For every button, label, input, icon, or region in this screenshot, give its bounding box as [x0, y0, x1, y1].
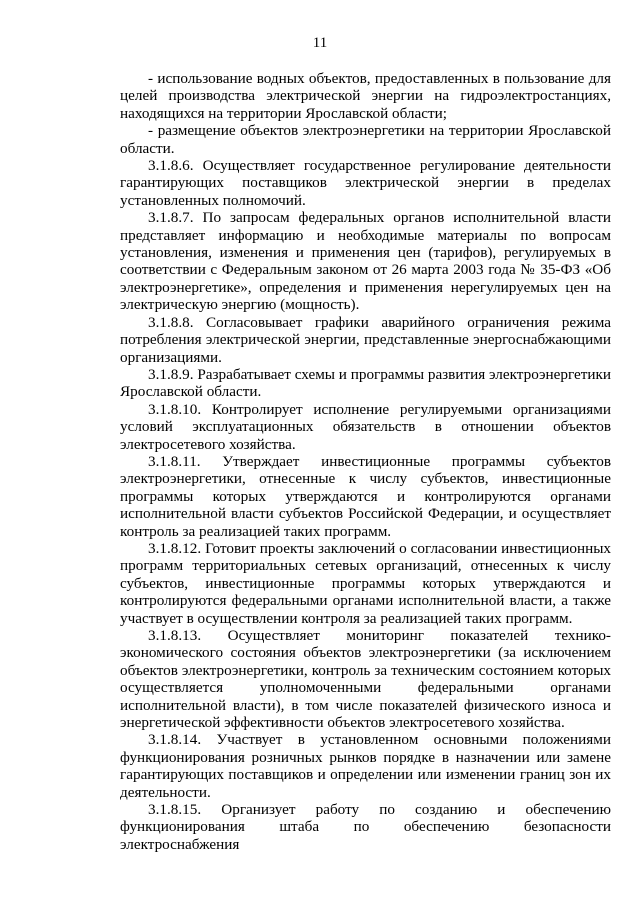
paragraph-3-1-8-7: 3.1.8.7. По запросам федеральных органов исполнительной власти представляет информацию и необходимые материалы по вопросам установления, изменения и применения цен (тарифов), регулируемых в соответствии с Федеральным законом от 26 марта 2003 года № 35-ФЗ «Об электроэнергетике», определения и применения нерегулируемых цен на электрическую энергию (мощность).	[120, 209, 611, 314]
paragraph-3-1-8-6: 3.1.8.6. Осуществляет государственное регулирование деятельности гарантирующих поставщиков электрической энергии в пределах установленных полномочий.	[120, 157, 611, 209]
paragraph-3-1-8-8: 3.1.8.8. Согласовывает графики аварийного ограничения режима потребления электрической энергии, представленные энергоснабжающими организациями.	[120, 313, 611, 366]
paragraph-3-1-8-12: 3.1.8.12. Готовит проекты заключений о согласовании инвестиционных программ территориальных сетевых организаций, отнесенных к числу субъектов, инвестиционные программы которых утверждаются и контролируются федеральными органами исполнительной власти, а также участвует в осуществлении контроля за реализацией таких программ.	[120, 539, 611, 627]
paragraph-placement: - размещение объектов электроэнергетики на территории Ярославской области.	[120, 122, 611, 157]
paragraph-3-1-8-13: 3.1.8.13. Осуществляет мониторинг показателей технико-экономического состояния объектов электроэнергетики (за исключением объектов электроэнергетики, контроль за техническим состоянием которых осуществляется уполномоченными федеральными органами исполнительной власти), в том числе показателей физического износа и энергетической эффективности объектов электросетевого хозяйства.	[120, 627, 611, 732]
paragraph-3-1-8-10: 3.1.8.10. Контролирует исполнение регулируемыми организациями условий эксплуатационных обязательств в отношении объектов электросетевого хозяйства.	[120, 400, 611, 453]
paragraph-water-use: - использование водных объектов, предоставленных в пользование для целей производства электрической энергии на гидроэлектростанциях, находящихся на территории Ярославской области;	[120, 70, 611, 122]
paragraph-3-1-8-11: 3.1.8.11. Утверждает инвестиционные программы субъектов электроэнергетики, отнесенные к числу субъектов, инвестиционные программы которых утверждаются и контролируются органами исполнительной власти субъектов Российской Федерации, и осуществляет контроль за реализацией таких программ.	[120, 452, 611, 540]
document-body	[120, 70, 611, 853]
paragraph-3-1-8-14: 3.1.8.14. Участвует в установленном основными положениями функционирования розничных рынков порядке в назначении или замене гарантирующих поставщиков и определении или изменении границ зон их деятельности.	[120, 731, 611, 801]
paragraph-3-1-8-9: 3.1.8.9. Разрабатывает схемы и программы развития электроэнергетики Ярославской области.	[120, 365, 611, 401]
page-number: 11	[312, 35, 328, 51]
paragraph-3-1-8-15: 3.1.8.15. Организует работу по созданию и обеспечению функционирования штаба по обеспечению безопасности электроснабжения	[120, 801, 611, 853]
